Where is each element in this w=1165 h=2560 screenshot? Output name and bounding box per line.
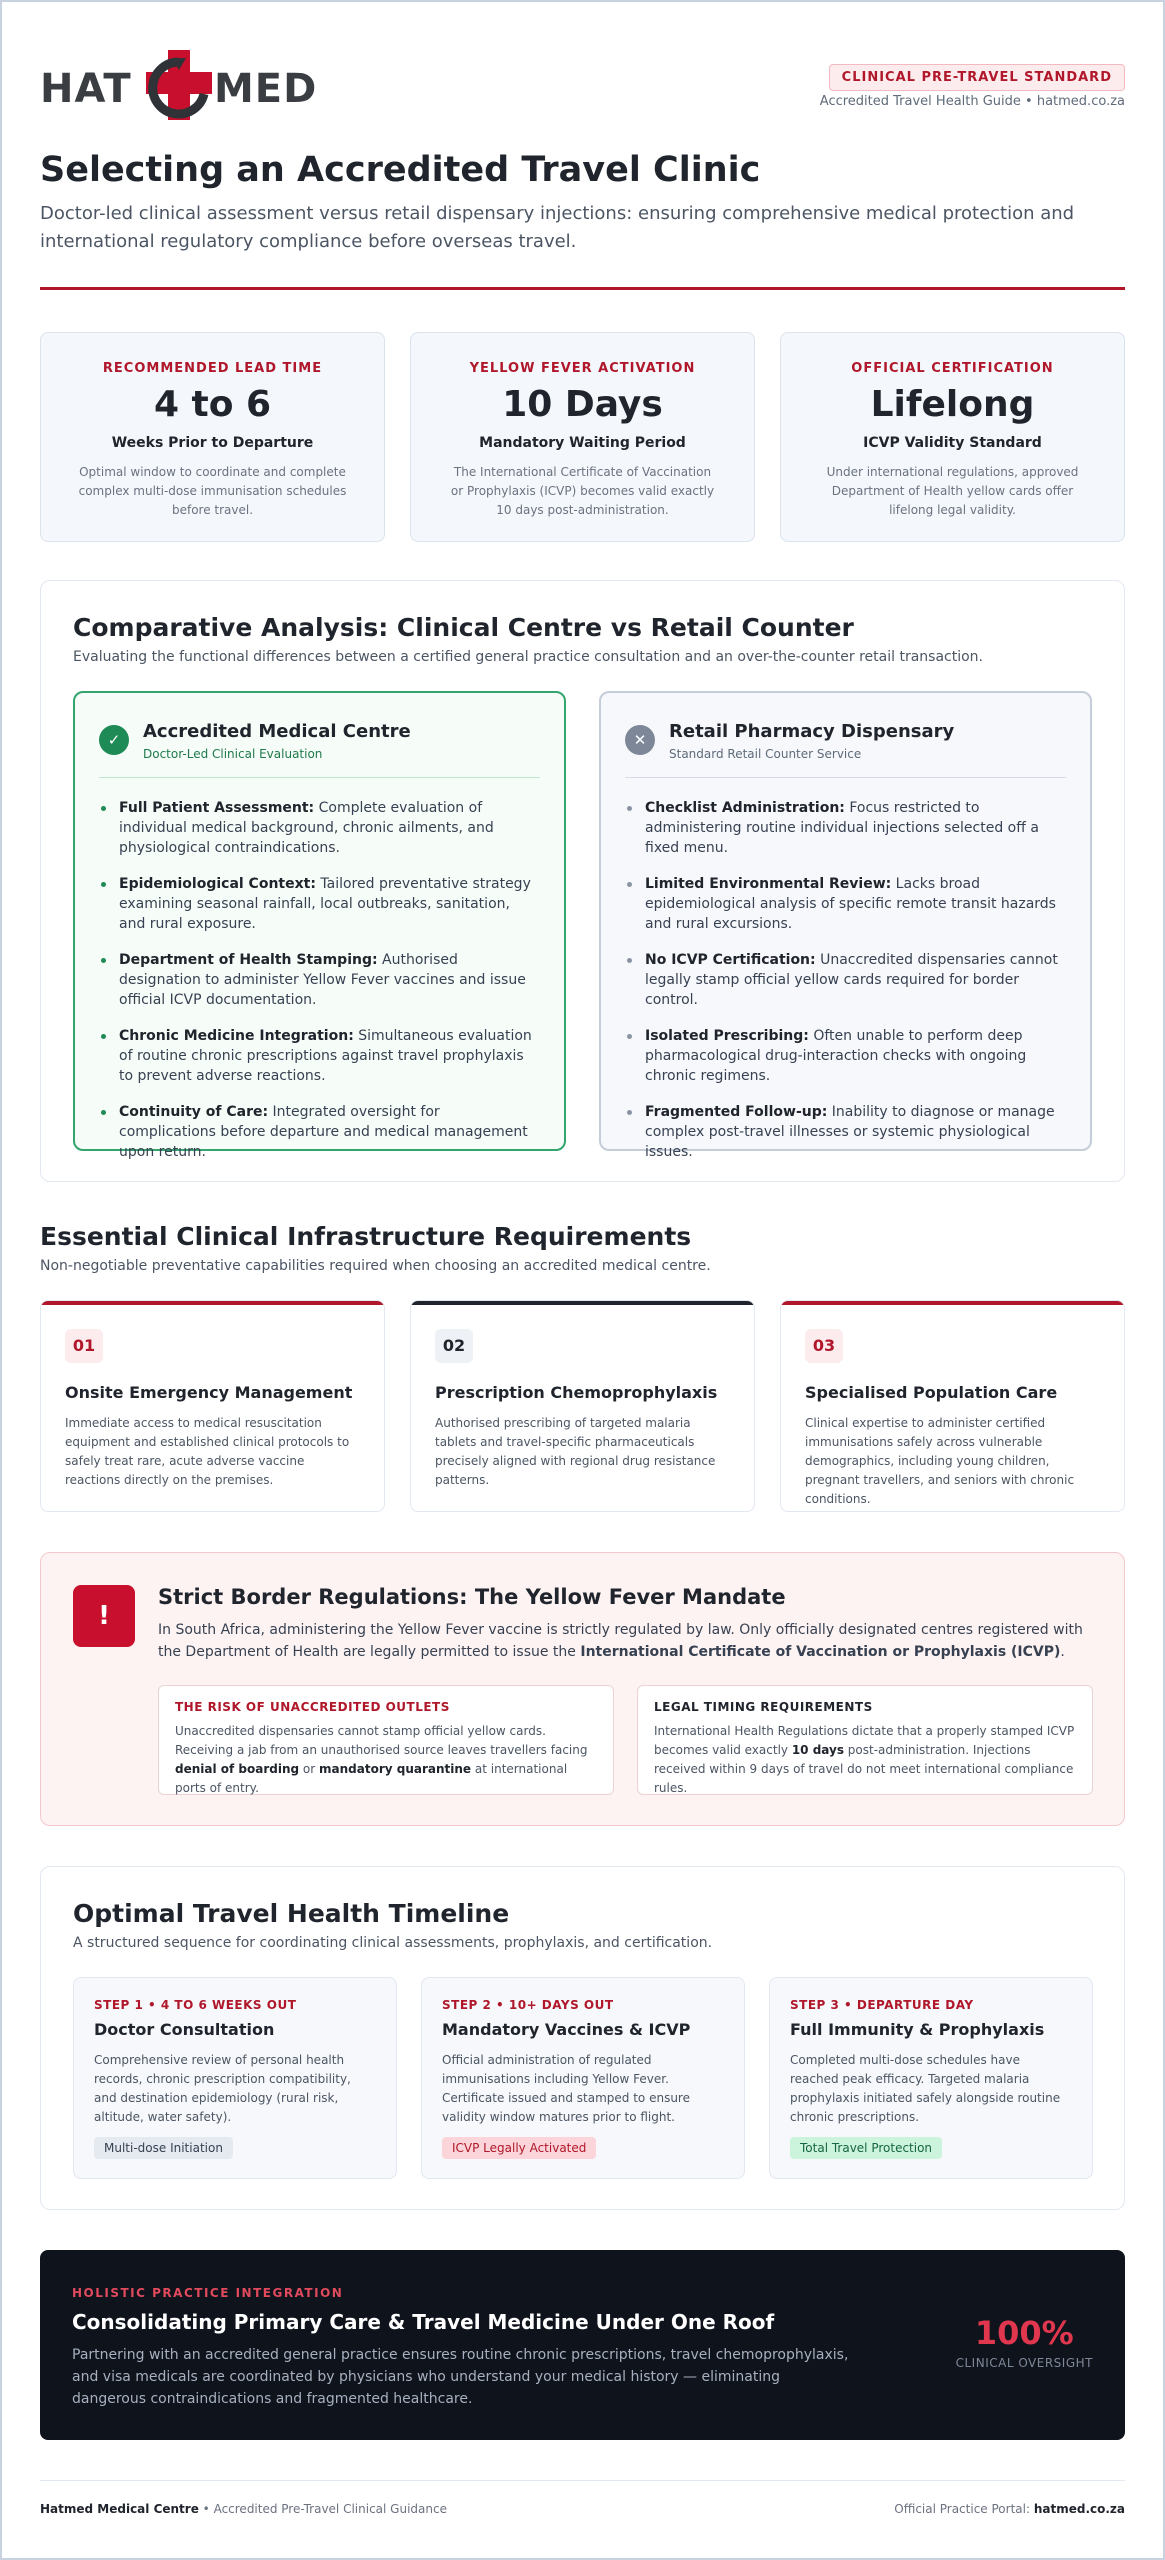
hatmed-logo[interactable] [40,48,340,128]
stat-description: The International Certificate of Vaccination or Prophylaxis (ICVP) becomes valid exactly 10 days post-administration. [450,465,715,517]
yellow-fever-mandate-section [40,1552,1125,1826]
oversight-stat [956,2314,1093,2370]
list-item [625,950,1066,1010]
logo-text-right: MED [214,66,318,112]
box-text-emphasis: 10 days [791,1743,844,1757]
banner-title: Consolidating Primary Care & Travel Medicine Under One Roof [72,2310,775,2334]
number-badge: 01 [65,1329,103,1363]
box-title: THE RISK OF UNACCREDITED OUTLETS [175,1700,450,1714]
item-text: Authorised designation to administer Yellow Fever vaccines and issue official ICVP documentation. [119,952,526,1008]
item-heading: Department of Health Stamping: [119,952,378,968]
step-tag: ICVP Legally Activated [442,2137,596,2159]
regs-title: Strict Border Regulations: The Yellow Fever Mandate [158,1585,786,1609]
item-text: Integrated oversight for complications before departure and medical management upon return. [119,1104,528,1160]
card-accent-bar [41,1301,384,1305]
footer-org-name: Hatmed Medical Centre [40,2502,199,2516]
stat-caption: Weeks Prior to Departure [111,435,314,451]
item-text: Often unable to perform deep pharmacological drug-interaction checks with ongoing chronic regimens. [645,1028,1027,1084]
step-tag: Multi-dose Initiation [94,2137,233,2159]
card-accent-bar [411,1301,754,1305]
card-title: Prescription Chemoprophylaxis [435,1383,718,1402]
card-title: Specialised Population Care [805,1383,1058,1402]
travel-health-timeline-section [40,1866,1125,2210]
list-item [99,1102,540,1162]
timeline-step-1 [73,1977,397,2179]
comparative-analysis-section [40,580,1125,1182]
regs-text-end: . [1060,1644,1065,1660]
card-accent-bar [781,1301,1124,1305]
page-header [40,48,1125,138]
footer-tagline: • Accredited Pre-Travel Clinical Guidance [198,2502,447,2516]
stat-label: OFFICIAL CERTIFICATION [851,361,1054,376]
card-description: Immediate access to medical resuscitation equipment and established clinical protocols to safely treat rare, acute adverse vaccine reactions directly on the premises. [65,1416,350,1487]
box-text-part: at international ports of entry. [175,1762,568,1795]
item-text: Focus restricted to administering routine individual injections selected off a fixed menu. [645,800,1039,856]
retail-pharmacy-panel [599,691,1092,1160]
panel-divider [99,777,540,778]
stat-caption: ICVP Validity Standard [863,435,1042,451]
list-item [625,1102,1066,1162]
box-text-emphasis: mandatory quarantine [319,1762,472,1776]
footer-portal-label: Official Practice Portal: [894,2502,1034,2516]
box-text-emphasis: denial of boarding [175,1762,300,1776]
cross-icon: ✕ [625,725,655,755]
box-text-part: International Health Regulations dictate that a properly stamped ICVP becomes valid exactly [654,1724,1075,1757]
item-heading: Epidemiological Context: [119,876,316,892]
alert-icon: ! [73,1585,135,1647]
timeline-step-2 [421,1977,745,2179]
logo-text-left: HAT [40,66,132,112]
panel-header [99,721,540,771]
item-heading: Isolated Prescribing: [645,1028,809,1044]
infra-card-emergency [40,1300,385,1512]
infra-card-population-care [780,1300,1125,1512]
box-text-part: Unaccredited dispensaries cannot stamp official yellow cards. Receiving a jab from an unauthorised source leaves travellers facing [175,1724,588,1757]
panel-divider [625,777,1066,778]
list-item [99,874,540,934]
benefits-list [99,798,540,1162]
medical-cross-logo-icon [142,48,214,128]
item-text: Simultaneous evaluation of routine chronic prescriptions against travel prophylaxis to prevent adverse reactions. [119,1028,532,1084]
panel-tagline: Standard Retail Counter Service [669,747,862,761]
box-text [654,1722,1076,1798]
stat-description: Under international regulations, approved Department of Health yellow cards offer lifelong legal validity. [826,465,1079,517]
box-text-part: post-administration. Injections received within 9 days of travel do not meet international compliance rules. [654,1743,1074,1795]
number-badge: 03 [805,1329,843,1363]
card-description: Clinical expertise to administer certified immunisations safely across vulnerable demographics, including young children, pregnant travellers, and seniors with chronic conditions. [805,1416,1075,1506]
step-label: STEP 2 • 10+ DAYS OUT [442,1998,614,2012]
item-text: Complete evaluation of individual medical background, chronic ailments, and physiological contraindications. [119,800,494,856]
item-text: Inability to diagnose or manage complex post-travel illnesses or systemic physiological issues. [645,1104,1055,1160]
item-heading: Continuity of Care: [119,1104,269,1120]
legal-timing-box [637,1685,1093,1795]
list-item [625,798,1066,858]
item-text: Lacks broad epidemiological analysis of specific remote transit hazards and rural excursions. [645,876,1056,932]
check-icon: ✓ [99,725,129,755]
clinical-standard-badge: CLINICAL PRE-TRAVEL STANDARD [829,64,1125,91]
header-divider [40,287,1125,290]
card-description: Authorised prescribing of targeted malaria tablets and travel-specific pharmaceuticals precisely aligned with regional drug resistance patterns. [435,1416,716,1487]
panel-header [625,721,1066,771]
step-label: STEP 3 • DEPARTURE DAY [790,1998,974,2012]
footer-divider [40,2480,1125,2481]
infra-card-chemoprophylaxis [410,1300,755,1512]
list-item [99,950,540,1010]
oversight-stat-label: CLINICAL OVERSIGHT [955,2356,1093,2370]
holistic-integration-banner [40,2250,1125,2440]
unaccredited-risk-box [158,1685,614,1795]
card-title: Onsite Emergency Management [65,1383,353,1402]
item-heading: Full Patient Assessment: [119,800,315,816]
item-heading: No ICVP Certification: [645,952,816,968]
timeline-step-3 [769,1977,1093,2179]
stat-card-lead-time [40,332,385,542]
limitations-list [625,798,1066,1162]
stat-card-yellow-fever [410,332,755,542]
section-subtitle: Evaluating the functional differences between a certified general practice consultation and an over-the-counter retail transaction. [73,649,983,665]
step-description: Official administration of regulated immunisations including Yellow Fever. Certificate issued and stamped to ensure validity window matures prior to flight. [442,2053,690,2124]
regs-text [158,1619,1098,1663]
stat-description: Optimal window to coordinate and complete complex multi-dose immunisation schedules before travel. [78,465,347,517]
stat-value: 4 to 6 [153,384,272,425]
stat-label: YELLOW FEVER ACTIVATION [469,361,696,376]
box-title: LEGAL TIMING REQUIREMENTS [654,1700,873,1714]
step-tag: Total Travel Protection [790,2137,942,2159]
list-item [625,1026,1066,1086]
item-text: Tailored preventative strategy examining seasonal rainfall, local outbreaks, sanitation, and rural exposure. [119,876,531,932]
footer-right [894,2502,1125,2516]
number-badge: 02 [435,1329,473,1363]
list-item [99,798,540,858]
section-title: Comparative Analysis: Clinical Centre vs Retail Counter [73,613,854,642]
list-item [99,1026,540,1086]
footer-portal-link[interactable]: hatmed.co.za [1033,2502,1125,2516]
item-heading: Fragmented Follow-up: [645,1104,828,1120]
step-description: Comprehensive review of personal health records, chronic prescription compatibility, and destination epidemiology (rural risk, altitude, water safety). [94,2053,351,2124]
step-title: Mandatory Vaccines & ICVP [442,2020,691,2039]
banner-eyebrow: HOLISTIC PRACTICE INTEGRATION [72,2286,344,2300]
header-subline: Accredited Travel Health Guide • hatmed.co.za [819,94,1125,109]
banner-text: Partnering with an accredited general practice ensures routine chronic prescriptions, travel chemoprophylaxis, and visa medicals are coordinated by physicians who understand your medical history — eliminating dangerous contraindications and fragmented healthcare. [72,2347,849,2407]
stat-card-certification [780,332,1125,542]
oversight-stat-value: 100% [974,2314,1074,2352]
panel-title: Retail Pharmacy Dispensary [669,721,955,742]
item-heading: Limited Environmental Review: [645,876,892,892]
step-title: Doctor Consultation [94,2020,275,2039]
item-heading: Checklist Administration: [645,800,845,816]
item-heading: Chronic Medicine Integration: [119,1028,354,1044]
section-subtitle: A structured sequence for coordinating clinical assessments, prophylaxis, and certification. [73,1935,713,1951]
panel-title: Accredited Medical Centre [143,721,411,742]
panel-tagline: Doctor-Led Clinical Evaluation [143,747,323,761]
stat-value: 10 Days [502,384,663,425]
regs-text-emphasis: International Certificate of Vaccination or Prophylaxis (ICVP) [580,1644,1061,1660]
infrastructure-subtitle: Non-negotiable preventative capabilities required when choosing an accredited medical centre. [40,1258,711,1274]
step-description: Completed multi-dose schedules have reached peak efficacy. Targeted malaria prophylaxis initiated safely alongside routine chronic prescriptions. [790,2053,1061,2124]
list-item [625,874,1066,934]
footer-left [40,2502,447,2516]
box-text-part: or [299,1762,320,1776]
accredited-centre-panel [73,691,566,1160]
section-title: Optimal Travel Health Timeline [73,1899,510,1928]
box-text [175,1722,597,1798]
stat-label: RECOMMENDED LEAD TIME [102,361,323,376]
item-text: Unaccredited dispensaries cannot legally stamp official yellow cards required for border control. [645,952,1058,1008]
infrastructure-title: Essential Clinical Infrastructure Requirements [40,1222,692,1251]
stat-value: Lifelong [870,384,1035,425]
step-title: Full Immunity & Prophylaxis [790,2020,1045,2039]
step-label: STEP 1 • 4 TO 6 WEEKS OUT [94,1998,297,2012]
stat-caption: Mandatory Waiting Period [479,435,686,451]
page-subtitle: Doctor-led clinical assessment versus retail dispensary injections: ensuring comprehensive medical protection and international regulatory compliance before overseas travel. [40,203,1075,252]
page-title: Selecting an Accredited Travel Clinic [40,150,761,190]
regs-text-lead: In South Africa, administering the Yellow Fever vaccine is strictly regulated by law. Only officially designated centres registered with the Department of Health are legally permitted to issue the [158,1622,1083,1660]
